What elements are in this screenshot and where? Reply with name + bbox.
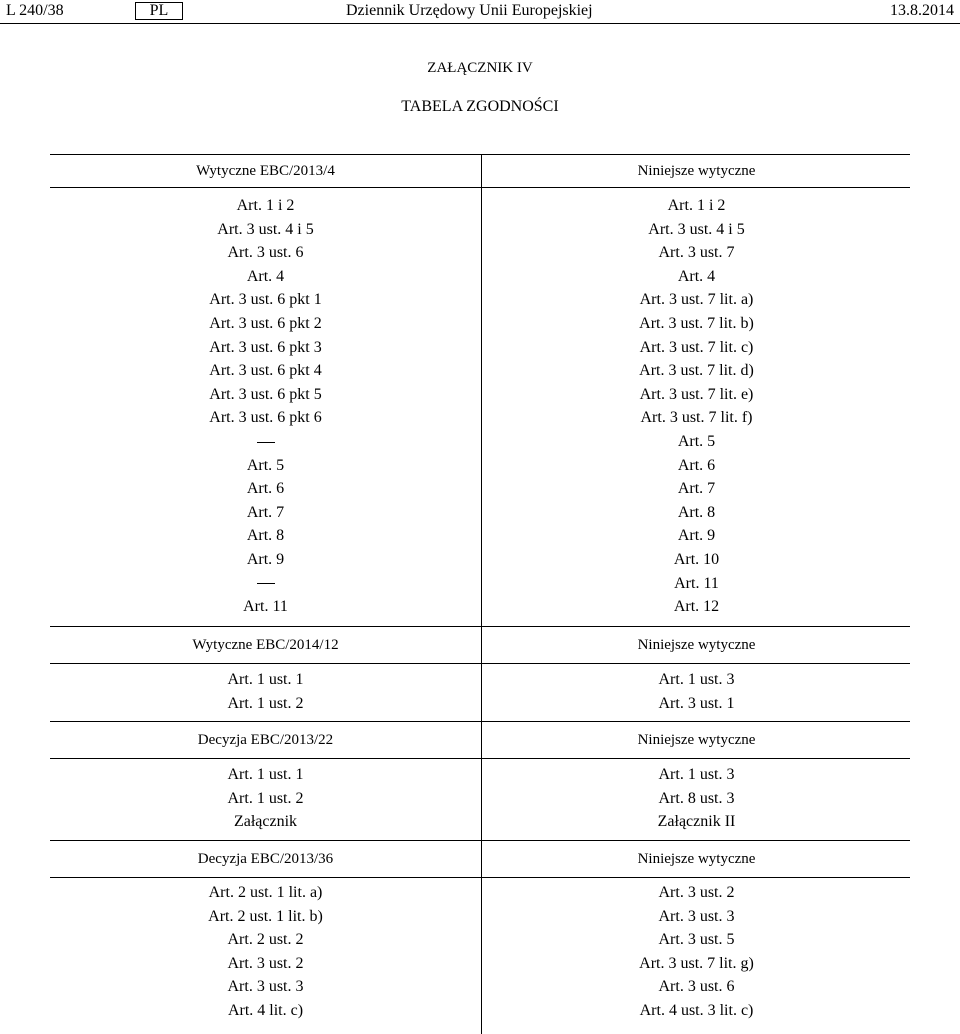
table-cell: Art. 11 bbox=[243, 598, 288, 616]
table-cell: Art. 3 ust. 7 lit. g) bbox=[639, 954, 754, 972]
table-cell: Art. 1 ust. 1 bbox=[227, 671, 304, 688]
table-cell: Art. 8 ust. 3 bbox=[658, 789, 735, 807]
table-rule bbox=[50, 626, 910, 627]
table-cell: Art. 7 bbox=[246, 503, 285, 521]
section-head-left: Wytyczne EBC/2013/4 bbox=[196, 163, 335, 179]
table-cell: Art. 12 bbox=[673, 598, 720, 616]
section-3-right bbox=[481, 881, 912, 1023]
table-cell: Art. 1 ust. 3 bbox=[658, 671, 735, 688]
table-rule bbox=[50, 154, 910, 155]
table-cell: Art. 1 ust. 2 bbox=[227, 694, 304, 712]
section-head-right: Niniejsze wytyczne bbox=[637, 163, 756, 179]
table-cell: Art. 3 ust. 6 pkt 3 bbox=[209, 338, 322, 356]
table-cell: Art. 2 ust. 1 lit. a) bbox=[208, 884, 323, 901]
section-1-right bbox=[481, 668, 912, 715]
table-cell: Art. 3 ust. 2 bbox=[658, 884, 735, 901]
table-cell bbox=[50, 572, 481, 596]
publication-date: 13.8.2014 bbox=[890, 2, 954, 19]
journal-title: Dziennik Urzędowy Unii Europejskiej bbox=[346, 2, 593, 19]
table-cell: Art. 9 bbox=[677, 527, 716, 545]
table-cell: Art. 4 lit. c) bbox=[227, 1001, 304, 1019]
table-cell: Art. 3 ust. 5 bbox=[658, 931, 735, 949]
table-cell: Art. 8 bbox=[246, 527, 285, 545]
header-rule bbox=[0, 23, 960, 24]
section-3-left bbox=[50, 881, 481, 1023]
table-cell: Art. 4 ust. 3 lit. c) bbox=[639, 1001, 754, 1019]
page-number: L 240/38 bbox=[6, 2, 64, 19]
table-cell: Art. 3 ust. 6 pkt 2 bbox=[209, 314, 322, 332]
section-1-left bbox=[50, 668, 481, 715]
table-cell: Art. 4 bbox=[246, 267, 285, 285]
table-cell: Art. 1 ust. 3 bbox=[658, 766, 735, 783]
table-cell: Art. 3 ust. 7 lit. b) bbox=[639, 314, 754, 332]
table-cell: Art. 3 ust. 6 pkt 4 bbox=[209, 362, 322, 380]
section-0-right bbox=[481, 194, 912, 619]
section-2-left bbox=[50, 763, 481, 834]
table-cell: Art. 3 ust. 4 i 5 bbox=[217, 220, 314, 238]
table-cell: Art. 3 ust. 7 lit. d) bbox=[639, 362, 754, 380]
table-cell: Załącznik II bbox=[657, 813, 736, 831]
table-cell: Art. 3 ust. 3 bbox=[227, 978, 304, 996]
language-badge: PL bbox=[135, 2, 183, 20]
table-cell: Art. 3 ust. 2 bbox=[227, 954, 304, 972]
section-head-right: Niniejsze wytyczne bbox=[637, 851, 756, 867]
section-head-right: Niniejsze wytyczne bbox=[637, 732, 756, 748]
table-cell: Art. 6 bbox=[246, 480, 285, 498]
table-cell: Art. 3 ust. 4 i 5 bbox=[648, 220, 745, 238]
table-cell: Art. 3 ust. 6 bbox=[658, 978, 735, 996]
table-rule bbox=[50, 840, 910, 841]
table-cell: Załącznik bbox=[233, 813, 298, 831]
table-cell: Art. 5 bbox=[677, 432, 716, 450]
table-cell: Art. 2 ust. 1 lit. b) bbox=[208, 907, 323, 925]
section-head-right: Niniejsze wytyczne bbox=[637, 637, 756, 653]
table-cell: Art. 3 ust. 7 lit. c) bbox=[639, 338, 754, 356]
table-cell: Art. 3 ust. 3 bbox=[658, 907, 735, 925]
section-head-left: Decyzja EBC/2013/22 bbox=[197, 732, 334, 748]
table-rule bbox=[50, 663, 910, 664]
table-cell: Art. 3 ust. 7 lit. e) bbox=[639, 385, 754, 403]
table-rule bbox=[50, 877, 910, 878]
table-cell: Art. 1 i 2 bbox=[236, 197, 295, 214]
section-head-left: Wytyczne EBC/2014/12 bbox=[192, 637, 339, 653]
table-rule bbox=[50, 758, 910, 759]
page-title: TABELA ZGODNOŚCI bbox=[401, 98, 559, 115]
table-cell: Art. 3 ust. 6 pkt 5 bbox=[209, 385, 322, 403]
table-cell: Art. 8 bbox=[677, 503, 716, 521]
table-cell: Art. 4 bbox=[677, 267, 716, 285]
section-0-left bbox=[50, 194, 481, 619]
table-cell: Art. 10 bbox=[673, 550, 720, 568]
table-cell: Art. 3 ust. 6 pkt 1 bbox=[209, 291, 322, 309]
table-cell: Art. 2 ust. 2 bbox=[227, 931, 304, 949]
correlation-table bbox=[50, 154, 910, 1034]
table-cell: Art. 7 bbox=[677, 480, 716, 498]
table-cell: Art. 3 ust. 6 bbox=[227, 244, 304, 262]
table-cell: Art. 1 i 2 bbox=[667, 197, 726, 214]
table-cell: Art. 1 ust. 2 bbox=[227, 789, 304, 807]
table-cell: Art. 3 ust. 1 bbox=[658, 694, 735, 712]
table-cell: Art. 3 ust. 7 bbox=[658, 244, 735, 262]
table-cell: Art. 1 ust. 1 bbox=[227, 766, 304, 783]
no-equivalent-dash bbox=[257, 583, 275, 584]
table-cell: Art. 3 ust. 7 lit. a) bbox=[639, 291, 754, 309]
table-cell: Art. 11 bbox=[674, 574, 719, 592]
table-rule bbox=[50, 187, 910, 188]
annex-label: ZAŁĄCZNIK IV bbox=[427, 60, 533, 76]
table-rule bbox=[50, 721, 910, 722]
section-2-right bbox=[481, 763, 912, 834]
table-cell: Art. 6 bbox=[677, 456, 716, 474]
page-header bbox=[0, 0, 960, 22]
table-cell: Art. 3 ust. 6 pkt 6 bbox=[209, 409, 322, 427]
table-cell: Art. 3 ust. 7 lit. f) bbox=[640, 409, 753, 427]
table-cell: Art. 9 bbox=[246, 550, 285, 568]
table-cell bbox=[50, 430, 481, 454]
section-head-left: Decyzja EBC/2013/36 bbox=[197, 851, 334, 867]
table-cell: Art. 5 bbox=[246, 456, 285, 474]
no-equivalent-dash bbox=[257, 442, 275, 443]
